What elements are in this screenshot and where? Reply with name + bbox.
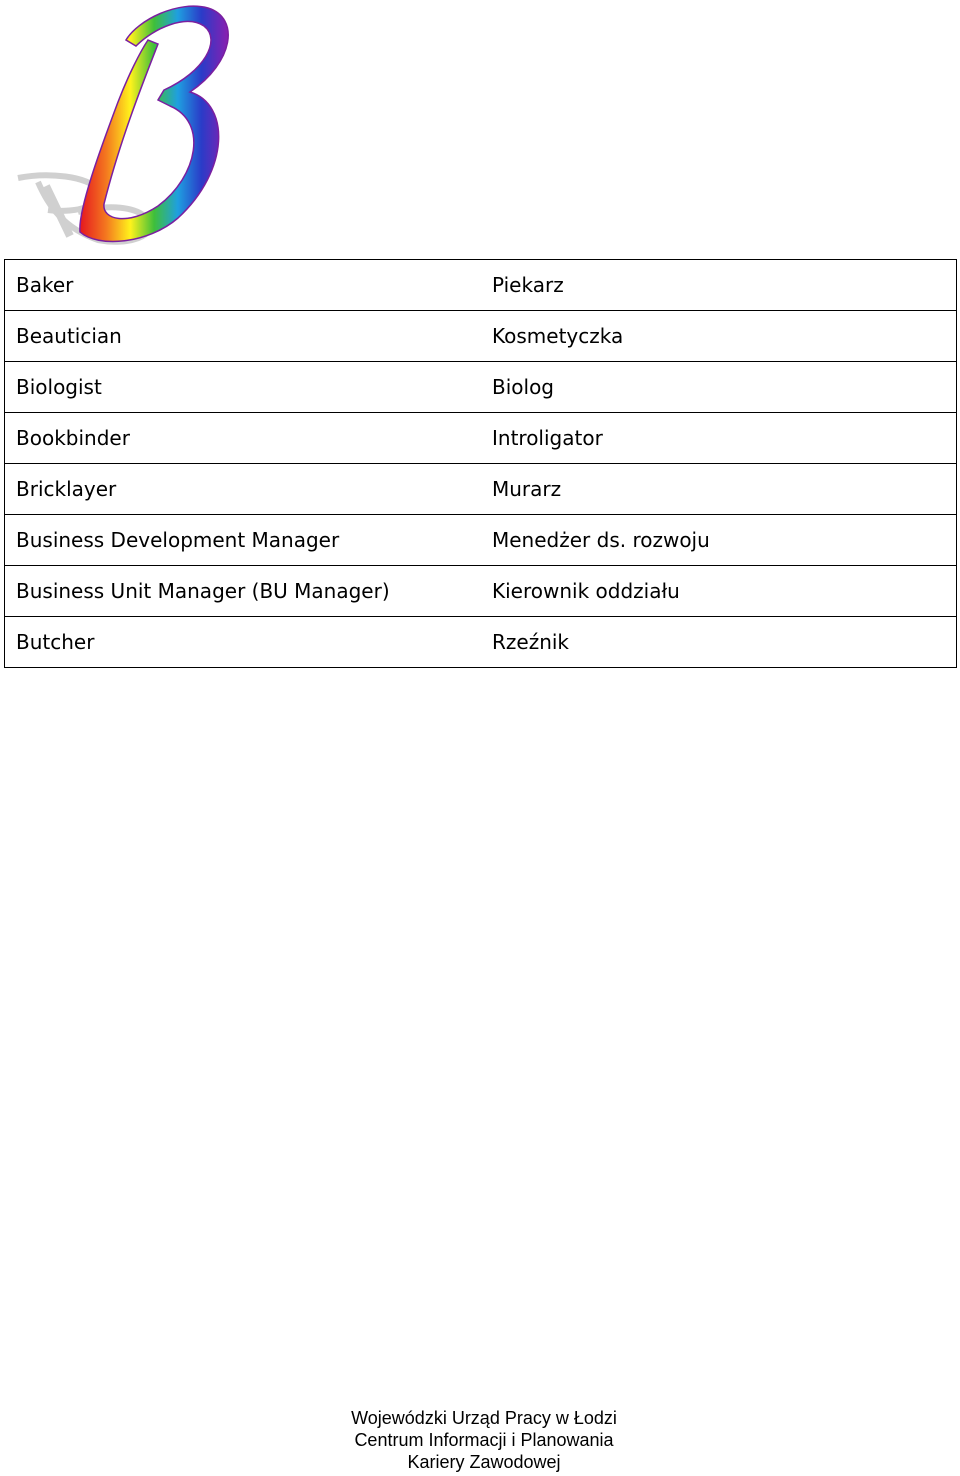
table-row [5, 515, 957, 566]
table-row [5, 566, 957, 617]
english-term: Bricklayer [5, 464, 482, 515]
table-row [5, 617, 957, 668]
polish-term: Kierownik oddziału [481, 566, 957, 617]
logo-letter-b [80, 6, 228, 241]
english-term: Business Development Manager [5, 515, 482, 566]
footer [0, 1407, 960, 1473]
table-row [5, 464, 957, 515]
table-row [5, 413, 957, 464]
footer-line-3: Kariery Zawodowej [407, 1452, 561, 1472]
english-term: Biologist [5, 362, 482, 413]
english-term: Butcher [5, 617, 482, 668]
polish-term: Biolog [481, 362, 957, 413]
english-term: Bookbinder [5, 413, 482, 464]
job-title-glossary-table [4, 259, 957, 668]
table-row [5, 362, 957, 413]
polish-term: Rzeźnik [481, 617, 957, 668]
english-term: Business Unit Manager (BU Manager) [5, 566, 482, 617]
polish-term: Introligator [481, 413, 957, 464]
polish-term: Kosmetyczka [481, 311, 957, 362]
polish-term: Murarz [481, 464, 957, 515]
footer-line-2: Centrum Informacji i Planowania [354, 1430, 614, 1450]
polish-term: Menedżer ds. rozwoju [481, 515, 957, 566]
english-term: Beautician [5, 311, 482, 362]
polish-term: Piekarz [481, 260, 957, 311]
english-term: Baker [5, 260, 482, 311]
footer-line-1: Wojewódzki Urząd Pracy w Łodzi [351, 1408, 617, 1428]
table-row [5, 260, 957, 311]
rainbow-b-logo [8, 0, 248, 252]
table-row [5, 311, 957, 362]
